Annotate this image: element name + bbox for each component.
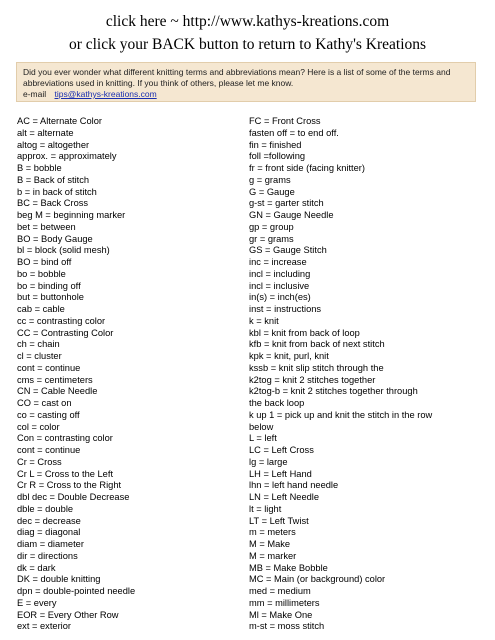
abbreviation-entry: Con = contrasting color (17, 433, 113, 444)
abbreviation-entry: lt = light (249, 503, 282, 514)
abbreviation-entry: Cr R = Cross to the Right (17, 480, 122, 491)
abbreviation-entry: bo = bobble (17, 268, 66, 279)
abbreviation-entry: GS = Gauge Stitch (249, 245, 327, 256)
abbreviation-entry: but = buttonhole (17, 292, 84, 303)
abbreviation-entry: dbl dec = Double Decrease (17, 492, 130, 502)
abbreviation-entry: MC = Main (or background) color (249, 574, 386, 585)
abbreviation-entry: cab = cable (17, 304, 65, 314)
abbreviation-entry: ext = exterior (17, 621, 71, 632)
abbreviation-entry: k = knit (249, 315, 279, 326)
abbreviation-entry: kfb = knit from back of next stitch (249, 339, 385, 350)
abbreviation-entry: fasten off = to end off. (249, 127, 339, 138)
abbreviation-entry: lhn = left hand needle (249, 480, 339, 491)
abbreviation-entry: bet = between (17, 221, 76, 232)
abbreviation-entry: AC = Alternate Color (17, 116, 103, 126)
abbreviation-entry: g = grams (249, 174, 291, 185)
abbreviation-entry: gr = grams (249, 233, 294, 244)
abbreviation-entry: dble = double (17, 503, 74, 514)
back-instruction: or click your BACK button to return to Kathy's Kreations (68, 36, 427, 53)
abbreviation-entry: inc = increase (249, 257, 307, 267)
abbreviation-entry: FC = Front Cross (249, 116, 321, 126)
right-abbreviation-column (249, 116, 481, 633)
abbreviation-entry: LH = Left Hand (249, 468, 312, 479)
abbreviation-entry: k up 1 = pick up and knit the stitch in the row (249, 409, 433, 420)
abbreviation-entry: alt = alternate (17, 127, 74, 138)
abbreviation-entry: the back loop (249, 398, 305, 408)
abbreviation-entry: BO = Body Gauge (17, 233, 93, 244)
abbreviation-entry: dk = dark (17, 562, 56, 573)
abbreviation-entry: G = Gauge (249, 186, 295, 197)
abbreviation-entry: BO = bind off (17, 257, 72, 267)
abbreviation-entry: Ml = Make One (249, 609, 313, 620)
home-link-line[interactable] (0, 10, 495, 33)
abbreviation-entry: CN = Cable Needle (17, 386, 98, 397)
abbreviation-entry: dir = directions (17, 550, 78, 561)
intro-text: Did you ever wonder what different knitting terms and abbreviations mean? Here is a list of some of the terms and abbreviations used in knitting. If you think of others, please let me know. (23, 67, 451, 88)
intro-box (16, 62, 476, 102)
abbreviation-entry: approx. = approximately (17, 151, 117, 162)
page-header (0, 10, 495, 56)
abbreviation-entry: mm = millimeters (249, 597, 320, 608)
abbreviation-entry: GN = Gauge Needle (249, 210, 334, 220)
abbreviation-entry: dec = decrease (17, 515, 81, 526)
abbreviation-entry: lg = large (249, 456, 288, 467)
abbreviation-entry: m = meters (249, 527, 296, 538)
abbreviation-entry: LC = Left Cross (249, 445, 314, 455)
abbreviation-entry: cms = centimeters (17, 374, 93, 385)
abbreviation-entry: EOR = Every Other Row (17, 609, 119, 620)
abbreviation-entry: cl = cluster (17, 351, 62, 361)
abbreviation-entry: k2tog-b = knit 2 stitches together through (249, 386, 418, 397)
abbreviation-entry: MB = Make Bobble (249, 562, 328, 573)
abbreviation-entry: L = left (249, 433, 277, 444)
abbreviation-entry: med = medium (249, 586, 311, 596)
left-abbreviation-column (17, 116, 227, 633)
abbreviation-entry: bl = block (solid mesh) (17, 245, 110, 256)
abbreviation-entry: M = Make (249, 539, 291, 549)
abbreviation-entry: cc = contrasting color (17, 315, 106, 326)
abbreviation-entry: E = every (17, 597, 57, 608)
abbreviation-entry: Cr = Cross (17, 456, 62, 467)
abbreviation-entry: altog = altogether (17, 139, 90, 150)
abbreviation-entry: kssb = knit slip stitch through the (249, 362, 384, 373)
abbreviation-entry: inst = instructions (249, 304, 322, 314)
abbreviation-entry: m-st = moss stitch (249, 621, 325, 632)
abbreviation-entry: fr = front side (facing knitter) (249, 163, 365, 173)
abbreviation-entry: dpn = double-pointed needle (17, 586, 136, 596)
abbreviation-entry: b = in back of stitch (17, 186, 97, 197)
abbreviation-entry: kpk = knit, purl, knit (249, 351, 329, 361)
abbreviation-entry: beg M = beginning marker (17, 210, 126, 220)
abbreviation-entry: kbl = knit from back of loop (249, 327, 360, 338)
abbreviation-entry: incl = including (249, 268, 311, 279)
abbreviation-entry: in(s) = inch(es) (249, 292, 311, 303)
abbreviation-entry: bo = binding off (17, 280, 81, 291)
abbreviation-entry: B = bobble (17, 163, 62, 173)
abbreviation-entry: CC = Contrasting Color (17, 327, 114, 338)
abbreviation-entry: diag = diagonal (17, 527, 81, 538)
abbreviation-entry: ch = chain (17, 339, 60, 350)
abbreviation-entry: below (249, 421, 274, 432)
abbreviation-entry: foll =following (249, 151, 306, 162)
email-label: e-mail (23, 89, 47, 99)
abbreviation-entry: B = Back of stitch (17, 174, 90, 185)
abbreviation-entry: co = casting off (17, 409, 80, 420)
abbreviation-entry: Cr L = Cross to the Left (17, 468, 114, 479)
abbreviation-entry: col = color (17, 421, 60, 432)
abbreviation-entry: incl = inclusive (249, 280, 310, 291)
abbreviation-entry: gp = group (249, 221, 294, 232)
email-link[interactable]: tips@kathys-kreations.com (54, 89, 157, 99)
home-link-url[interactable]: http://www.kathys-kreations.com (182, 13, 390, 30)
home-link-prefix[interactable]: click here ~ (105, 13, 183, 30)
abbreviation-entry: CO = cast on (17, 398, 72, 408)
email-row (23, 89, 469, 100)
abbreviation-entry: M = marker (249, 550, 297, 561)
abbreviation-entry: diam = diameter (17, 539, 84, 549)
abbreviation-entry: BC = Back Cross (17, 198, 89, 209)
abbreviation-entry: k2tog = knit 2 stitches together (249, 374, 376, 385)
abbreviation-entry: cont = continue (17, 362, 81, 373)
abbreviation-entry: g-st = garter stitch (249, 198, 324, 209)
abbreviation-entry: cont = continue (17, 445, 81, 455)
abbreviation-entry: DK = double knitting (17, 574, 101, 585)
abbreviation-entry: fin = finished (249, 139, 302, 150)
abbreviation-entry: LT = Left Twist (249, 515, 309, 526)
abbreviation-entry: LN = Left Needle (249, 492, 320, 502)
